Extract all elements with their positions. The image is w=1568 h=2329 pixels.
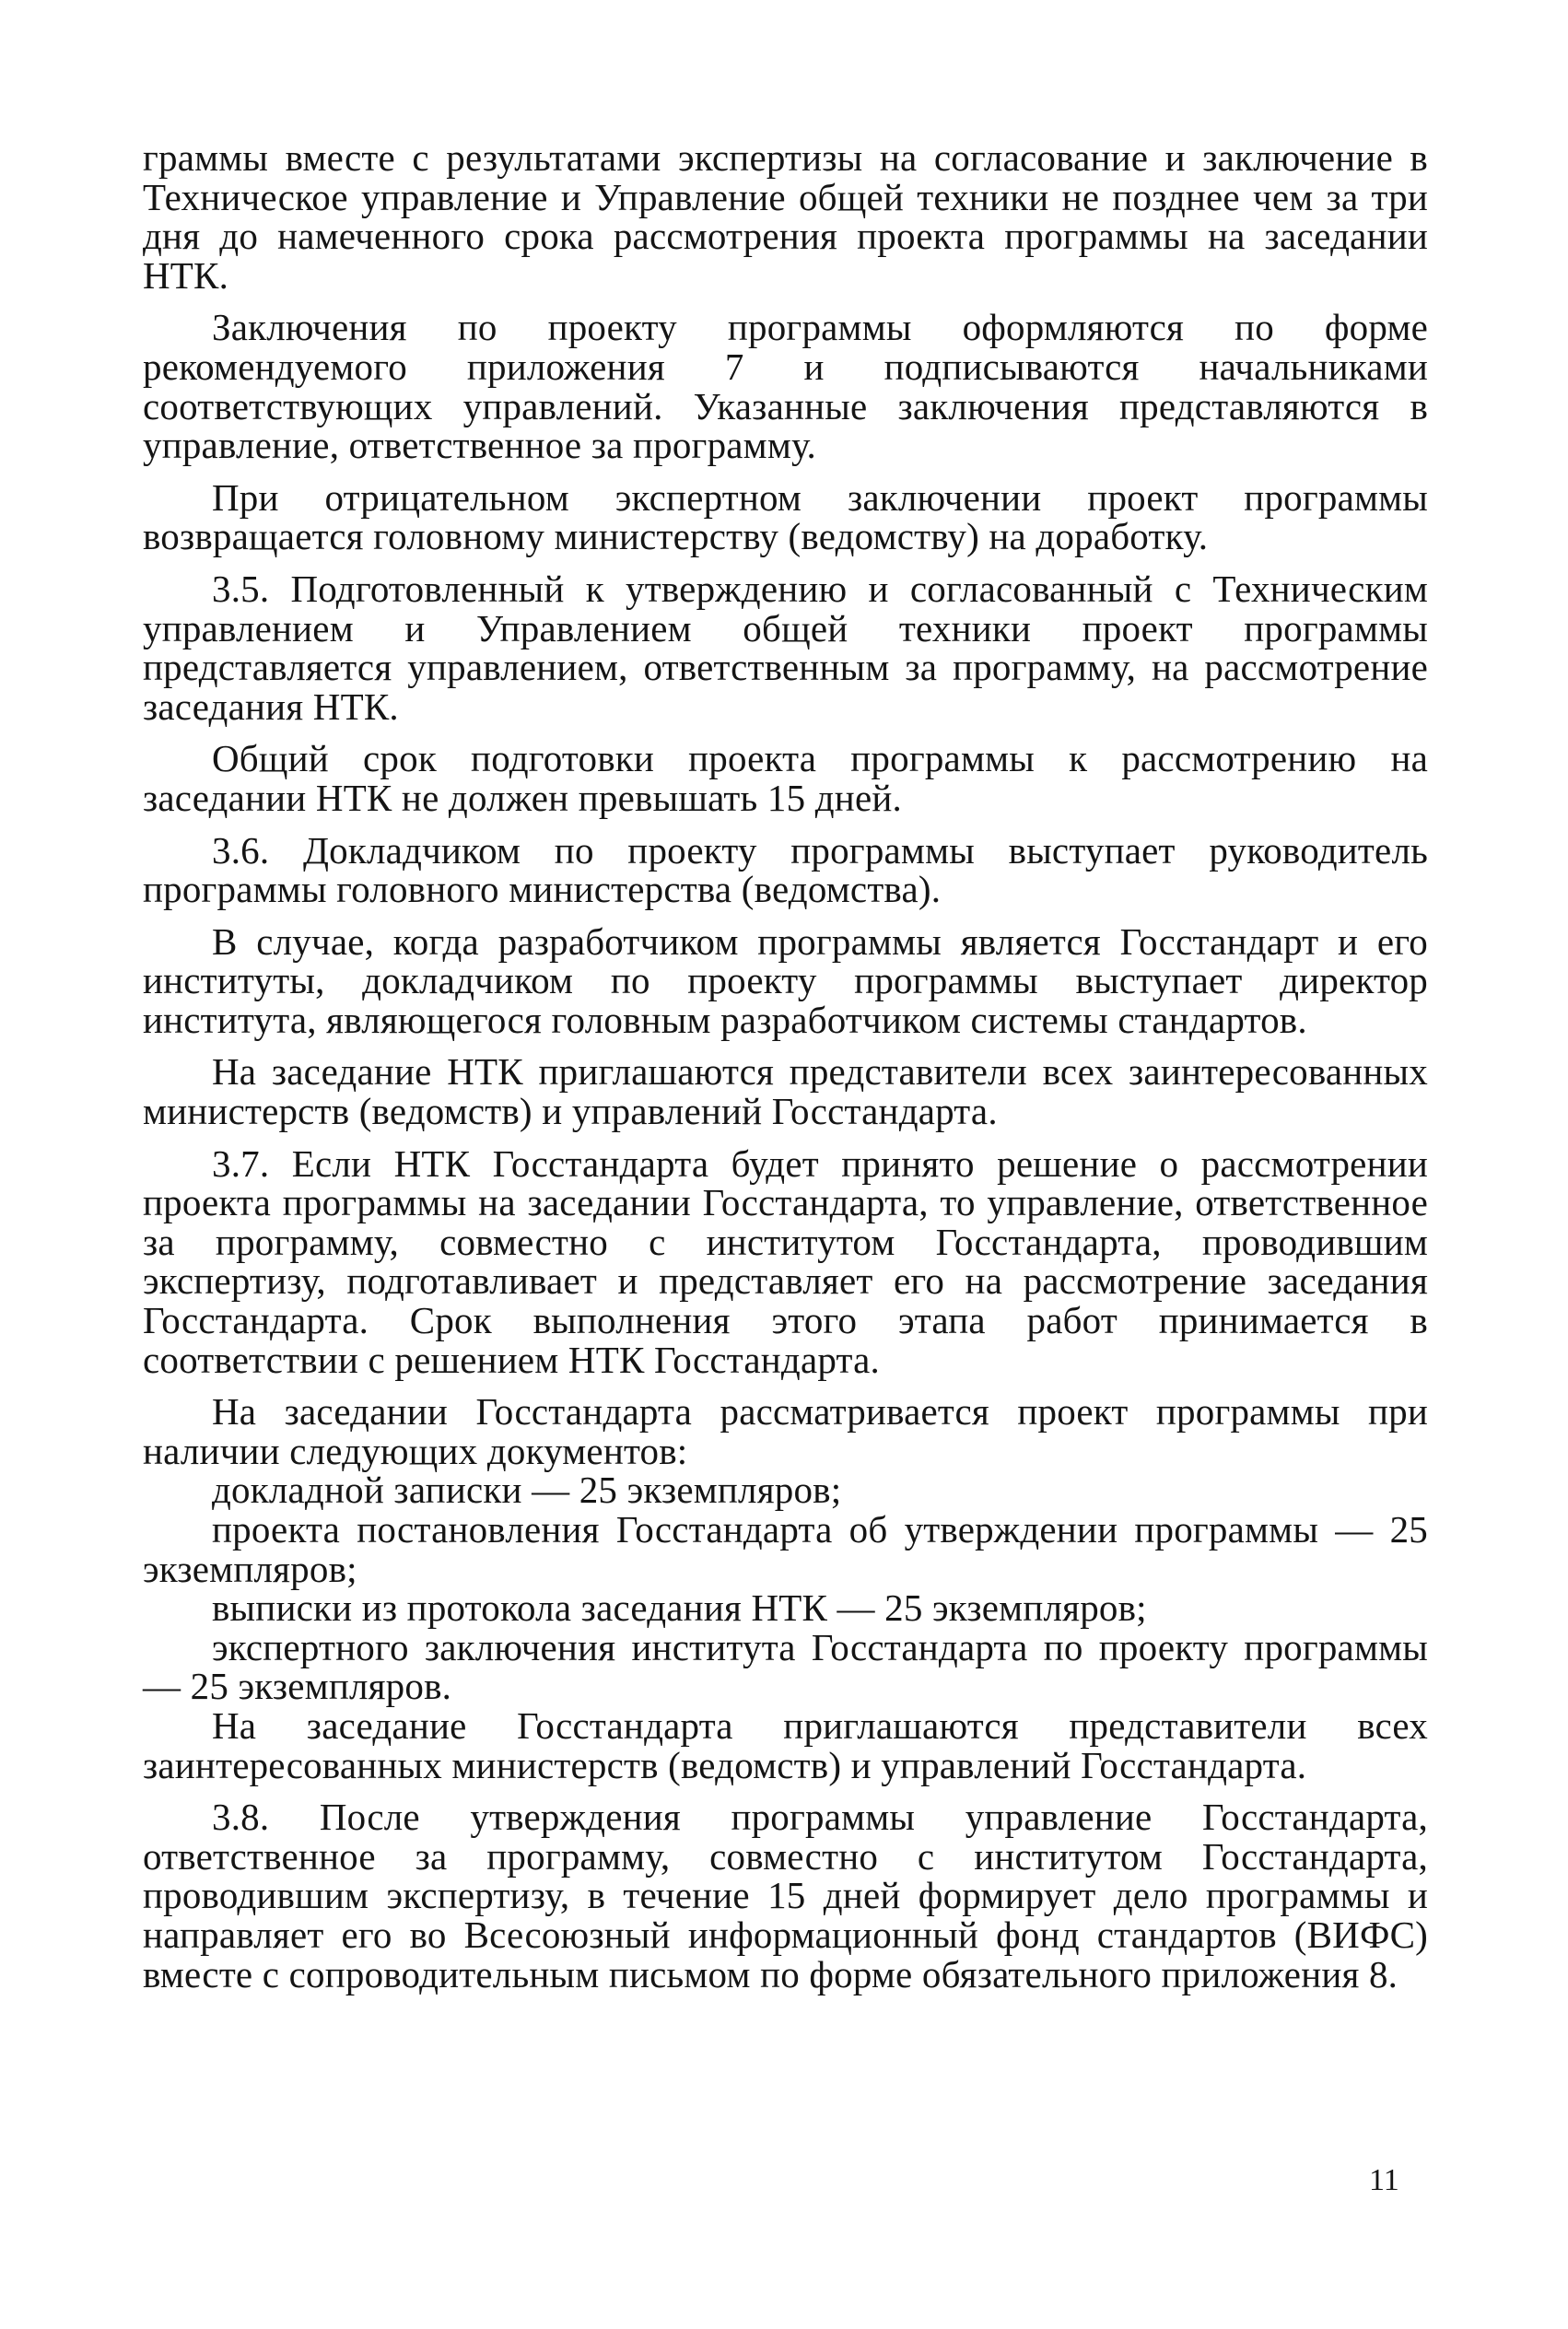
paragraph-3-7: 3.7. Если НТК Госстандарта будет принято решение о рассмотрении проекта программы на заседании Госстандарта, то управление, ответственное за программу, совместно с институтом Госстандарта, проводившим экспертизу, подготавливает и представляет его на рассмотрение заседания Госстандарта. Срок выполнения этого этапа работ принимается в соответствии с решением НТК Госстандарта. [143, 1141, 1428, 1381]
paragraph-continuation: граммы вместе с результатами экспертизы на согласование и заключение в Техническое управление и Управление общей техники не позднее чем за три дня до намеченного срока рассмотрения проекта программы на заседании НТК. [143, 136, 1428, 297]
body-text [143, 138, 1428, 1994]
paragraph-3-6: 3.6. Докладчиком по проекту программы выступает руководитель программы головного министерства (ведомства). [143, 828, 1428, 911]
list-item-protocol-extract: выписки из протокола заседания НТК — 25 экземпляров; [212, 1586, 1147, 1630]
paragraph-conclusions: Заключения по проекту программы оформляются по форме рекомендуемого приложения 7 и подписываются начальниками соответствующих управлений. Указанные заключения представляются в управление, ответственное за программу. [143, 306, 1428, 467]
list-item-expert-conclusion: экспертного заключения института Госстандарта по проекту программы — 25 экземпляров. [143, 1625, 1428, 1708]
paragraph-3-5: 3.5. Подготовленный к утверждению и согласованный с Техническим управлением и Управлением общей техники проект программы представляется управлением, ответственным за программу, на рассмотрение заседания НТК. [143, 567, 1428, 728]
paragraph-3-8: 3.8. После утверждения программы управление Госстандарта, ответственное за программу, совместно с институтом Госстандарта, проводившим экспертизу, в течение 15 дней формирует дело программы и направляет его во Всесоюзный информационный фонд стандартов (ВИФС) вместе с сопроводительным письмом по форме обязательного приложения 8. [143, 1796, 1428, 1995]
paragraph-gosstandart-invitation: На заседание Госстандарта приглашаются представители всех заинтересованных министерств (ведомств) и управлений Госстандарта. [143, 1703, 1428, 1786]
paragraph-developer-case: В случае, когда разработчиком программы является Госстандарт и его институты, докладчиком по проекту программы выступает директор института, являющегося головным разработчиком системы стандартов. [143, 919, 1428, 1041]
paragraph-negative-conclusion: При отрицательном экспертном заключении проект программы возвращается головному министерству (ведомству) на доработку. [143, 475, 1428, 558]
paragraph-documents-intro: На заседании Госстандарта рассматривается проект программы при наличии следующих документов: [143, 1390, 1428, 1472]
list-item-memo: докладной записки — 25 экземпляров; [212, 1469, 842, 1512]
list-item-resolution-draft: проекта постановления Госстандарта об утверждении программы — 25 экземпляров; [143, 1508, 1428, 1590]
paragraph-ntk-invitation: На заседание НТК приглашаются представители всех заинтересованных министерств (ведомств) и управлений Госстандарта. [143, 1050, 1428, 1133]
paragraph-total-term: Общий срок подготовки проекта программы к рассмотрению на заседании НТК не должен превышать 15 дней. [143, 737, 1428, 819]
page-number: 11 [1369, 2163, 1399, 2197]
